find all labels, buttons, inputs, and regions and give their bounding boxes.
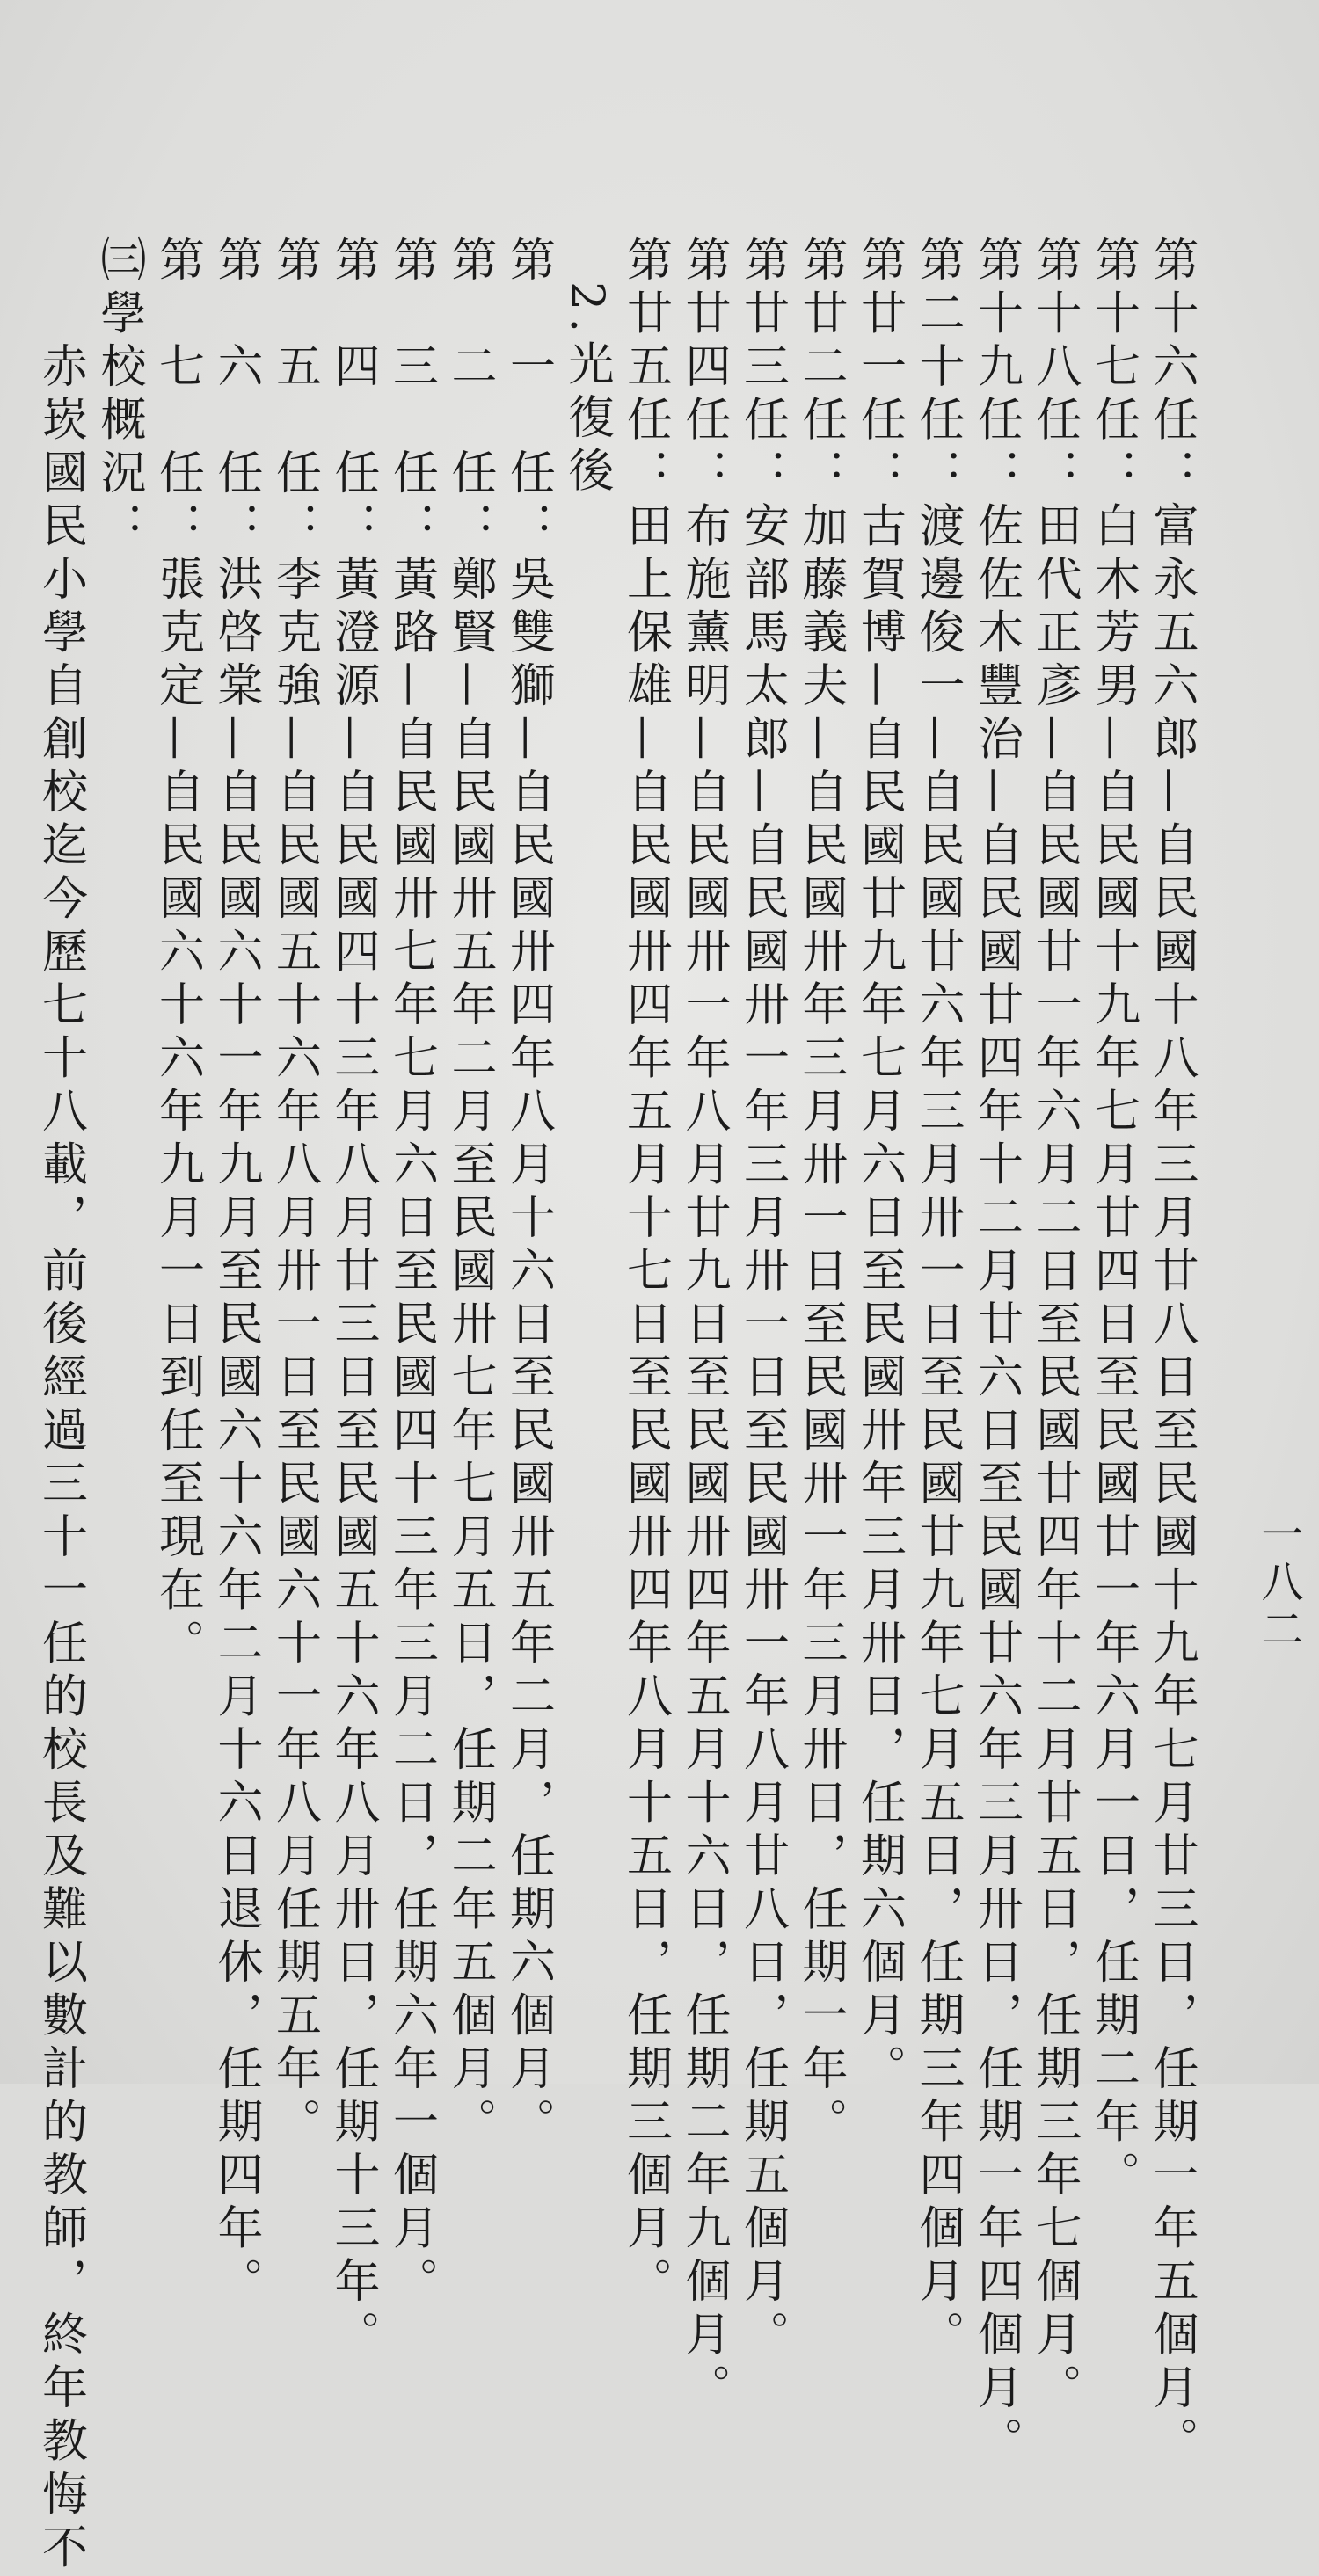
principal-entry: 第廿四任：布施薰明—自民國卅一年八月廿九日至民國卅四年五月十六日，任期二年九個月。	[677, 236, 730, 2417]
principal-entry: 第十六任：富永五六郎—自民國十八年三月廿八日至民國十九年七月廿三日，任期一年五個月。	[1145, 236, 1198, 2470]
principal-entry: 第廿二任：加藤義夫—自民國卅年三月卅一日至民國卅一年三月卅日，任期一年。	[794, 236, 847, 2150]
page-number: 一八二	[1254, 1512, 1303, 1655]
principal-entry: 第廿三任：安部馬太郎—自民國卅一年三月卅一日至民國卅一年八月廿八日，任期五個月。	[735, 236, 789, 2363]
principal-list	[33, 236, 1200, 2576]
principal-entry: 第 四 任：黃澄源—自民國四十三年八月廿三日至民國五十六年八月卅日，任期十三年。	[326, 236, 379, 2363]
principal-entry: 第二十任：渡邊俊一—自民國廿六年三月卅一日至民國廿九年七月五日，任期三年四個月。	[911, 236, 964, 2363]
principal-entry: 第十七任：白木芳男—自民國十九年七月廿四日至民國廿一年六月一日，任期二年。	[1086, 236, 1140, 2204]
principal-entry: 第 二 任：鄭賢—自民國卅五年二月至民國卅七年七月五日，任期二年五個月。	[443, 236, 496, 2150]
principal-entry: 第十八任：田代正彥—自民國廿一年六月二日至民國廿四年十二月廿五日，任期三年七個月。	[1028, 236, 1081, 2417]
principal-entry: 第 七 任：張克定—自民國六十六年九月一日到任至現在。	[150, 236, 204, 1672]
section-heading: ㈢學校概況：	[92, 236, 145, 555]
principal-entry: 第十九任：佐佐木豐治—自民國廿四年十二月廿六日至民國廿六年三月卅日，任期一年四個月。	[969, 236, 1023, 2470]
principal-entry: 第廿一任：古賀博—自民國廿九年七月六日至民國卅年三月卅日，任期六個月。	[852, 236, 906, 2098]
body-paragraph: 赤崁國民小學自創校迄今歷七十八載，前後經過三十一任的校長及難以數計的教師，終年教悔不	[33, 236, 87, 2576]
principal-entry: 第 五 任：李克強—自民國五十六年八月卅一日至民國六十一年八月任期五年。	[267, 236, 321, 2150]
subsection-heading: 2.光復後	[560, 281, 613, 500]
principal-entry: 第廿五任：田上保雄—自民國卅四年五月十七日至民國卅四年八月十五日，任期三個月。	[618, 236, 672, 2310]
principal-entry: 第 六 任：洪啓棠—自民國六十一年九月至民國六十六年二月十六日退休，任期四年。	[209, 236, 262, 2310]
principal-entry: 第 三 任：黃路—自民國卅七年七月六日至民國四十三年三月二日，任期六年一個月。	[384, 236, 438, 2310]
principal-entry: 第 一 任：吳雙獅—自民國卅四年八月十六日至民國卅五年二月，任期六個月。	[501, 236, 555, 2150]
